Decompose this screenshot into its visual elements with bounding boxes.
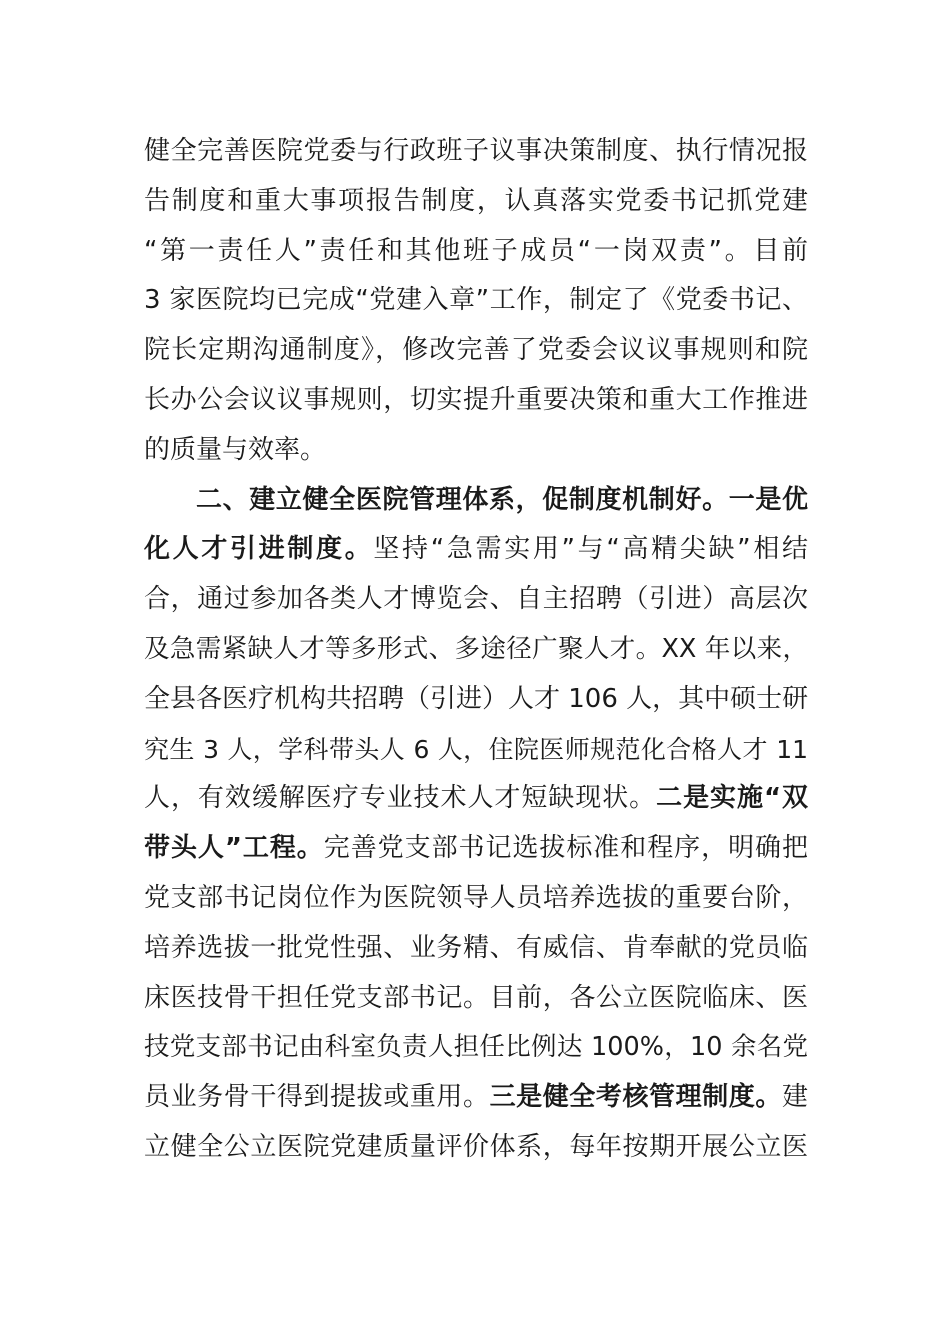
- text-line: [144, 1073, 808, 1123]
- text-segment: 床医技骨干担任党支部书记。目前，各公立医院临床、医: [144, 982, 808, 1013]
- text-segment: 坚持“急需实用”与“高精尖缺”相结: [373, 534, 808, 565]
- text-line: [144, 127, 808, 177]
- text-line: [144, 426, 808, 476]
- text-line: [144, 1123, 808, 1173]
- text-line: [144, 874, 808, 924]
- text-segment: 立健全公立医院党建质量评价体系，每年按期开展公立医: [144, 1131, 808, 1162]
- text-segment: 全县各医疗机构共招聘（引进）人才 106 人，其中硕士研: [144, 683, 808, 714]
- bold-heading: 带头人”工程。: [144, 833, 324, 864]
- text-segment: 的质量与效率。: [144, 434, 327, 465]
- paragraph-2: [144, 476, 808, 1173]
- text-segment: 究生 3 人，学科带头人 6 人，住院医师规范化合格人才 11: [144, 734, 808, 764]
- text-segment: 院长定期沟通制度》，修改完善了党委会议议事规则和院: [144, 335, 808, 366]
- text-line: [144, 625, 808, 675]
- bold-heading: 二是实施“双: [656, 783, 808, 814]
- bold-heading: 二、建立健全医院管理体系，促制度机制好。一是优: [196, 484, 808, 515]
- text-line: [144, 326, 808, 376]
- document-page: [144, 127, 808, 1173]
- paragraph-1: [144, 127, 808, 476]
- text-line: [144, 774, 808, 824]
- text-segment: 员业务骨干得到提拔或重用。: [144, 1082, 490, 1113]
- text-line: [144, 525, 808, 575]
- text-line: [144, 575, 808, 625]
- text-segment: 培养选拔一批党性强、业务精、有威信、肯奉献的党员临: [144, 932, 808, 963]
- text-segment: 3 家医院均已完成“党建入章”工作，制定了《党委书记、: [144, 285, 808, 316]
- text-line: [144, 675, 808, 725]
- text-segment: 人，有效缓解医疗专业技术人才短缺现状。: [144, 783, 657, 814]
- text-segment: 党支部书记岗位作为医院领导人员培养选拔的重要台阶，: [144, 882, 808, 913]
- text-line: [144, 1023, 808, 1073]
- text-line: [144, 177, 808, 227]
- text-segment: 健全完善医院党委与行政班子议事决策制度、执行情况报: [144, 136, 808, 166]
- text-segment: 建: [781, 1082, 808, 1113]
- text-line: [144, 725, 808, 775]
- text-segment: 技党支部书记由科室负责人担任比例达 100%，10 余名党: [144, 1032, 808, 1063]
- text-segment: 合，通过参加各类人才博览会、自主招聘（引进）高层次: [144, 584, 808, 615]
- text-line: [144, 227, 808, 277]
- text-segment: 及急需紧缺人才等多形式、多途径广聚人才。XX 年以来，: [144, 633, 808, 664]
- text-segment: 长办公会议议事规则，切实提升重要决策和重大工作推进: [144, 384, 808, 415]
- text-line: [144, 974, 808, 1024]
- text-segment: 告制度和重大事项报告制度，认真落实党委书记抓党建: [144, 185, 808, 216]
- text-line: [144, 376, 808, 426]
- section-heading-line: [144, 476, 808, 526]
- text-line: [144, 276, 808, 326]
- text-segment: “第一责任人”责任和其他班子成员“一岗双责”。目前: [144, 235, 808, 266]
- bold-heading: 化人才引进制度。: [144, 534, 374, 565]
- bold-heading: 三是健全考核管理制度。: [489, 1082, 782, 1113]
- text-line: [144, 924, 808, 974]
- text-segment: 完善党支部书记选拔标准和程序，明确把: [323, 833, 808, 864]
- text-line: [144, 824, 808, 874]
